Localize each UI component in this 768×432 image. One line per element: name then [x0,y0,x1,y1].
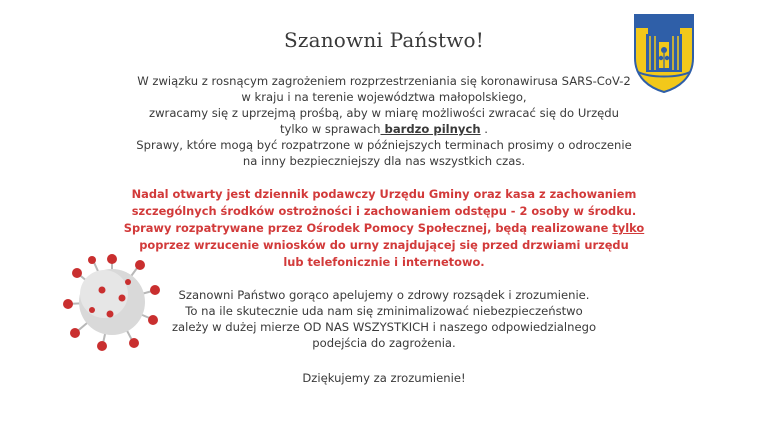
notice-line [0,220,768,237]
appeal-paragraph [0,287,768,351]
appeal-line: zależy w dużej mierze OD NAS WSZYSTKICH i naszego odpowiedzialnego [171,320,597,334]
intro-line-text: tylko w sprawach [280,122,381,136]
notice-line: szczególnych środków ostrożności i zachowaniem odstępu - 2 osoby w środku. [131,204,637,218]
appeal-line: To na ile skutecznie uda nam się zminimalizować niebezpieczeństwo [185,304,583,318]
urgent-emphasis: bardzo pilnych [380,122,481,136]
intro-line: w kraju i na terenie województwa małopolskiego, [241,90,527,104]
page-title: Szanowni Państwo! [283,28,485,52]
intro-line [0,121,768,137]
intro-line: zwracamy się z uprzejmą prośbą, aby w miarę możliwości zwracać się do Urzędu [148,106,619,120]
appeal-line: podejścia do zagrożenia. [312,336,456,350]
only-emphasis: tylko [612,221,645,235]
notice-line: lub telefonicznie i internetowo. [283,255,485,269]
intro-line-text: . [480,122,488,136]
intro-line: Sprawy, które mogą być rozpatrzone w późniejszych terminach prosimy o odroczenie [136,138,632,152]
notice-line-text: Sprawy rozpatrywane przez Ośrodek Pomocy Społecznej, będą realizowane [123,221,613,235]
notice-line: poprzez wrzucenie wniosków do urny znajdującej się przed drzwiami urzędu [139,238,629,252]
intro-line: na inny bezpieczniejszy dla nas wszystkich czas. [242,154,526,168]
closing-text: Dziękujemy za zrozumienie! [302,371,466,385]
intro-paragraph [0,73,768,169]
intro-line: W związku z rosnącym zagrożeniem rozprzestrzeniania się koronawirusa SARS-CoV-2 [137,74,631,88]
appeal-line: Szanowni Państwo gorąco apelujemy o zdrowy rozsądek i zrozumienie. [178,288,590,302]
notice-line: Nadal otwarty jest dziennik podawczy Urzędu Gminy oraz kasa z zachowaniem [131,187,637,201]
